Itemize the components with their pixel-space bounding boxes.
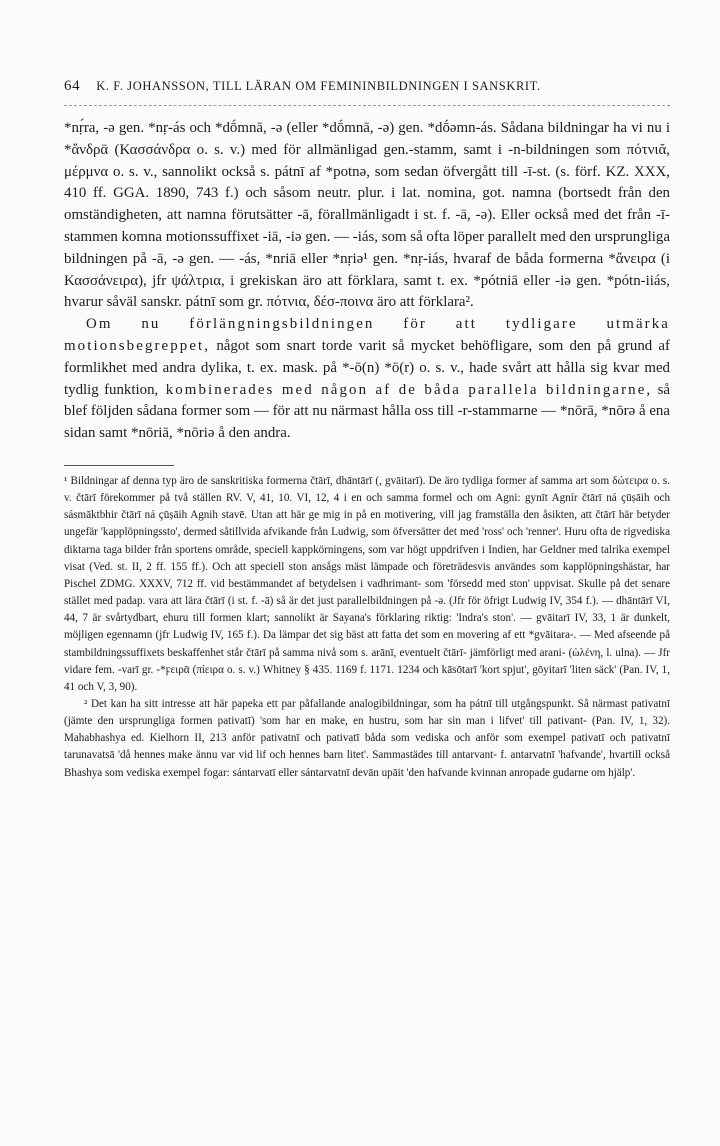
running-title: K. F. JOHANSSON, TILL LÄRAN OM FEMININBILDNINGEN I SANSKRIT. — [96, 79, 541, 93]
footnotes — [64, 465, 670, 782]
header-rule — [64, 105, 670, 106]
paragraph: *nṛ́ra, -ə gen. *nṛ-ás och *dṓmnā, -ə (eller *dṓmnā, -ə) gen. *dṓəmn-ás. Sådana bildningar ha vi nu i *ἄνδρᾱ (Κασσάνδρα o. s. v.) med för allmänligad gen.-stamm, samt i -n-bildningen som πότνιᾰ, μέρμνα o. s. v., sannolikt också s. pátnī af *potnə, som sedan öfvergått till -ī-st. (s. förf. KZ. XXX, 410 ff. GGA. 1890, 743 f.) och såsom neutr. plur. i lat. nomina, got. namna (bortsedt från den omständigheten, att namna förutsätter -ā, förallmänligadt i st. f. -ā, -ə). Eller också med det från -ī-stammen komna motionssuffixet -iā, -iə gen. — -iás, som så ofta löper parallelt med den ursprungliga bildningen på -ā, -ə gen. — -ás, *nriā eller *nṛiə¹ gen. *nṛ-iás, hvaraf de båda formerna *ἄνειρα (i Κασσάνειρα), jfr ψάλτρια, i grekiskan äro att förklara, samt t. ex. *pótniā eller -iə gen. *pótn-iiás, hvarur såväl sanskr. pátnī som gr. πότνια, δέσ-ποινα äro att förklara². — [64, 120, 670, 311]
spaced-emphasis: Om nu förlängningsbildningen för att tydligare utmärka motionsbegreppet, — [64, 316, 670, 354]
paragraph — [64, 314, 670, 445]
running-head — [64, 78, 670, 95]
footnote-2: ² Det kan ha sitt intresse att här papeka ett par påfallande analogibildningar, som ha pátnī till utgångspunkt. Så närmast pativatnī (jämte den ursprungliga formen pativatī) 'som har en make, en hustru, som har sin man i lifvet' till pativant- (Pan. IV, 1, 32). Mahabhashya ed. Kielhorn II, 213 anför pativatnī och pativatī båda som vediska och anför som exempel pativatī och pativatnī tarunavatsā 'då hennes make ännu var vid lif och hennes barn litet'. Sammastädes till antarvant- f. antarvatnī 'hafvande', hvartill också Bhashya som vediska exempel fogar: sántarvatī eller sántarvatnī devān upāit 'den hafvande kvinnan anropade gudarne om hjälp'. — [64, 697, 670, 779]
page-number: 64 — [64, 78, 81, 94]
footnote-1: ¹ Bildningar af denna typ äro de sanskritiska formerna čtārī, dhāntārī (, gvāitarī). De äro tydliga former af samma art som δώτειρα o. s. v. čtārī förekommer på två ställen RV. V, 41, 10. VI, 12, 4 i en och samma formel och om Agni: gynīt Agnír čtārī ná çūṣāih och sásmāktbhir čtārī ná çūṣāih Agnih stavē. Utan att här ge mig in på en motivering, vill jag framställa den åsikten, att čtārī här betyder ungefär 'kapplöpningssto', dermed såtillvida afvikande från Ludwig, som öfversätter det med 'ross' och 'renner'. Huru ofta de rigvediska diktarna taga bilder från sportens område, speciell kappkörningens, som var högt uppdrifven i Indien, har Geldner med talrika exempel visat (Ved. st. II, 2 ff. 155 ff.). Och att speciell ston ansågs mäst lämpade och företrädesvis användes som kapplöpningshästar, har Pischel ZDMG. XXXV, 712 ff. vid bestämmandet af betydelsen i vadhrimant- som 'försedd med ston' uppvisat. Skulle på det senare stället med padap. vara att lära čtārī (i st. f. -ā) så är det just parallelbildningen på -ə. (Jfr för öfrigt Ludwig IV, 354 f.). — dhāntārī VI, 44, 7 är svårtydbart, ehuru till formen klart; sannolikt är Sayana's förklaring riktig: 'Indra's ston'. — gvāitarī IV, 33, 1 är dunkelt, möjligen egennamn (jfr Ludwig IV, 165 f.). Da lämpar det sig bäst att fatta det som en movering af ett *gvāitara-. — Med afseende på stambildningssuffixets beskaffenhet står čtārī på samma nivå som s. arānī, eventuelt čtārī- jämförligt med arani- (ὠλένη, l. ulna). — Jfr vidare fem. -varī gr. -*ϝειρᾱ (πίειρα o. s. v.) Whitney § 435. 1169 f. 1171. 1234 och kāsōtarī 'kort spjut', gōyitarī 'liten säck' (Pan. IV, 1, 41 och V, 3, 90). — [64, 474, 670, 693]
main-text — [64, 118, 670, 445]
spaced-emphasis: kombinerades med någon af de båda parallela bildningarne, — [158, 381, 653, 398]
paragraph-text: så blef följden sådana former som — för att nu närmast hålla oss till -r-stammarne — *nōrā, *nōrə å ena sidan samt *nōriā, *nōriə å den andra. — [64, 381, 670, 442]
paragraph-text: något som snart torde varit så mycket behöfligare, som den på grund af formlikhet med andra dylika, t. ex. mask. på *-ō(n) *ō(r) o. s. v., hade svårt att hålla sig kvar med tydlig funktion, — [64, 337, 670, 398]
footnote-rule — [64, 465, 174, 466]
